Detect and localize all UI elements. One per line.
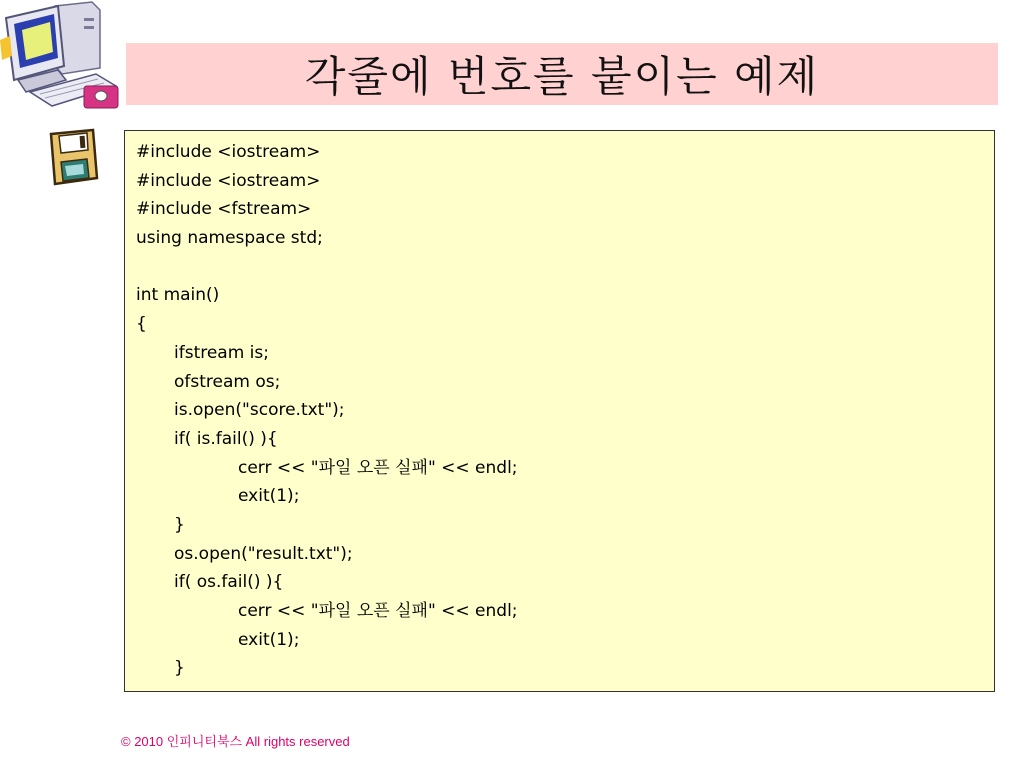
code-line: cerr << "파일 오픈 실패" << endl; bbox=[238, 601, 518, 621]
code-line: is.open("score.txt"); bbox=[174, 400, 345, 421]
code-line: #include <iostream> bbox=[136, 170, 321, 191]
code-line: #include <fstream> bbox=[136, 199, 312, 220]
code-line: using namespace std; bbox=[136, 228, 323, 249]
code-line: int main() bbox=[136, 285, 220, 306]
copyright-footer: © 2010 인피니티북스 All rights reserved bbox=[121, 734, 350, 749]
code-line: } bbox=[174, 514, 185, 535]
code-line: exit(1); bbox=[238, 629, 300, 650]
code-line: ofstream os; bbox=[174, 371, 281, 392]
code-line: #include <iostream> bbox=[136, 142, 321, 162]
code-line: cerr << "파일 오픈 실패" << endl; bbox=[238, 457, 518, 478]
code-line bbox=[136, 253, 994, 282]
code-line: ifstream is; bbox=[174, 342, 269, 363]
code-line: if( is.fail() ){ bbox=[174, 428, 278, 449]
code-line: { bbox=[136, 314, 147, 335]
code-line: if( os.fail() ){ bbox=[174, 572, 284, 593]
floppy-disk-icon bbox=[47, 128, 99, 186]
computer-icon bbox=[0, 0, 120, 112]
code-box bbox=[124, 130, 995, 692]
code-line: } bbox=[174, 658, 185, 679]
code-line: exit(1); bbox=[238, 486, 300, 507]
code-line: os.open("result.txt"); bbox=[174, 543, 353, 564]
slide-title-bar bbox=[126, 43, 998, 105]
slide-title: 각줄에 번호를 붙이는 예제 bbox=[304, 52, 820, 101]
